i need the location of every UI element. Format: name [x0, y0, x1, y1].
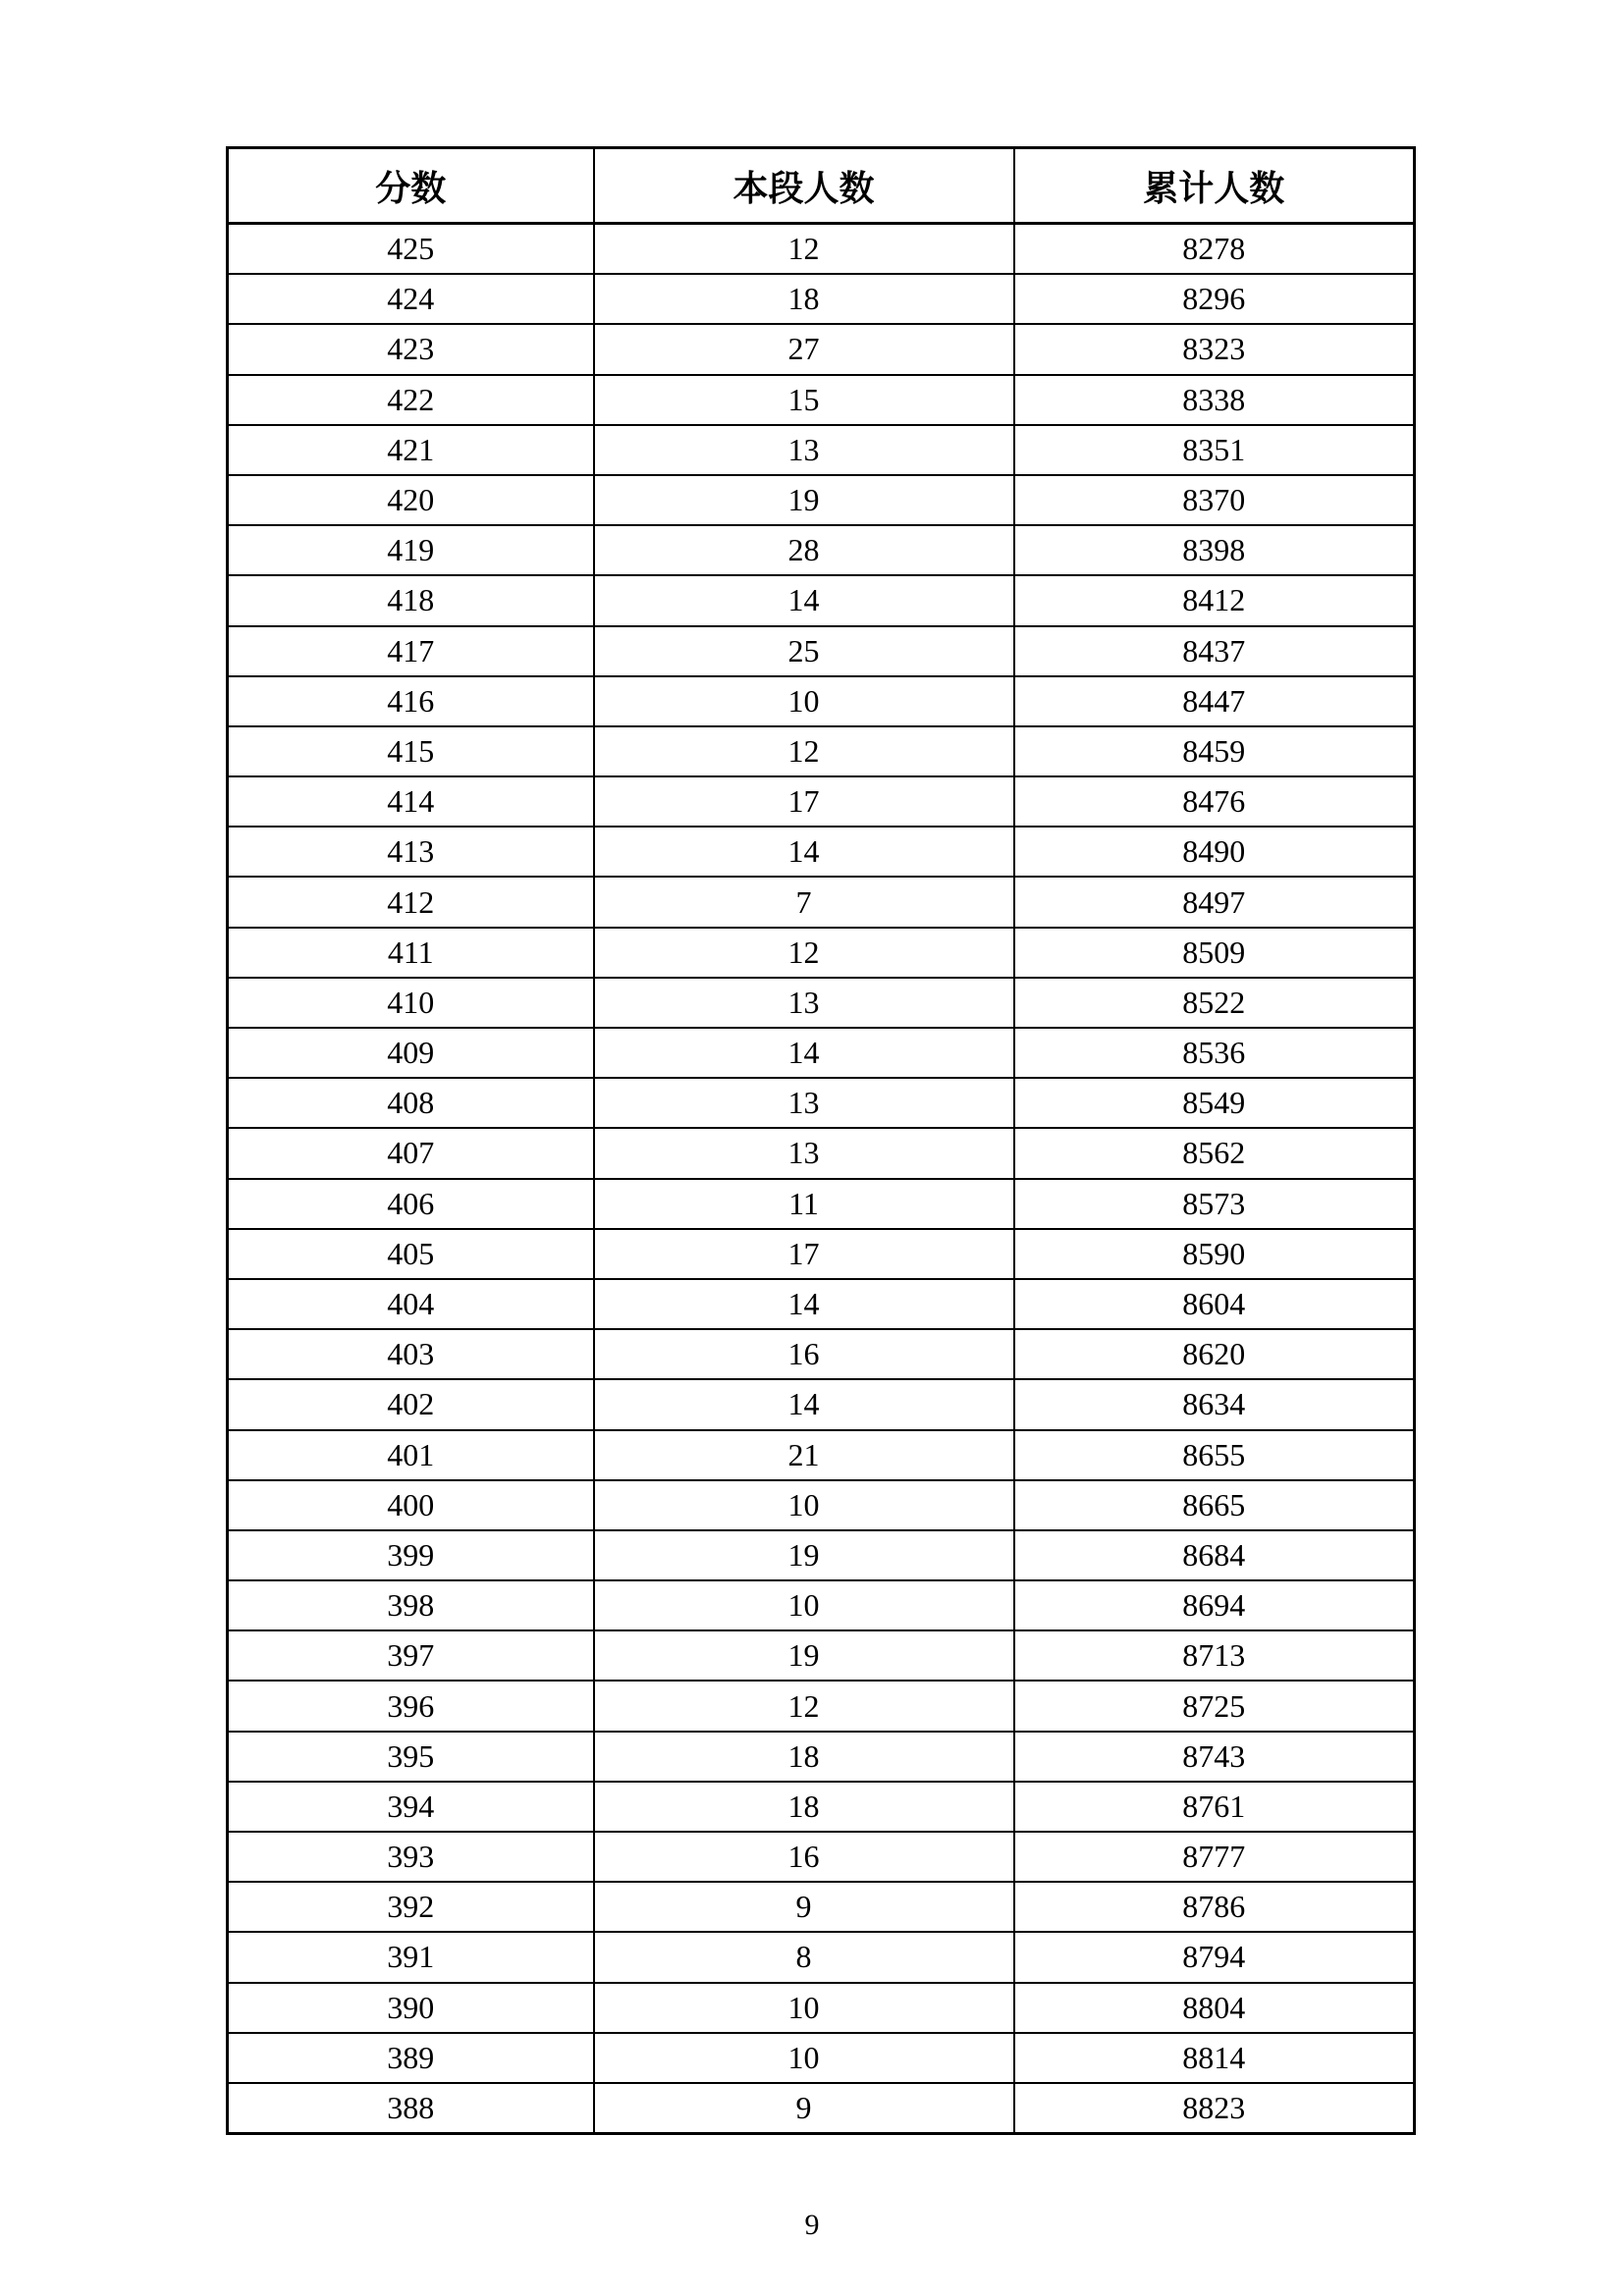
cell-cumulative-count: 8338 — [1014, 375, 1415, 425]
cell-score: 397 — [228, 1630, 594, 1681]
cell-segment-count: 10 — [594, 1983, 1014, 2033]
cell-score: 388 — [228, 2083, 594, 2134]
cell-cumulative-count: 8573 — [1014, 1179, 1415, 1229]
cell-cumulative-count: 8412 — [1014, 575, 1415, 625]
table-row — [228, 1530, 1415, 1580]
cell-segment-count: 27 — [594, 324, 1014, 374]
cell-cumulative-count: 8497 — [1014, 877, 1415, 927]
cell-score: 399 — [228, 1530, 594, 1580]
cell-cumulative-count: 8761 — [1014, 1782, 1415, 1832]
cell-cumulative-count: 8694 — [1014, 1580, 1415, 1630]
cell-score: 409 — [228, 1028, 594, 1078]
cell-cumulative-count: 8665 — [1014, 1480, 1415, 1530]
cell-score: 413 — [228, 827, 594, 877]
table-row — [228, 626, 1415, 676]
cell-segment-count: 14 — [594, 1279, 1014, 1329]
header-row — [228, 148, 1415, 224]
cell-segment-count: 9 — [594, 1882, 1014, 1932]
cell-score: 394 — [228, 1782, 594, 1832]
cell-score: 389 — [228, 2033, 594, 2083]
cell-score: 423 — [228, 324, 594, 374]
cell-segment-count: 14 — [594, 1379, 1014, 1429]
cell-segment-count: 25 — [594, 626, 1014, 676]
cell-segment-count: 7 — [594, 877, 1014, 927]
cell-cumulative-count: 8634 — [1014, 1379, 1415, 1429]
table-row — [228, 1279, 1415, 1329]
cell-score: 419 — [228, 525, 594, 575]
cell-segment-count: 8 — [594, 1932, 1014, 1982]
table-row — [228, 1983, 1415, 2033]
cell-score: 395 — [228, 1732, 594, 1782]
cell-segment-count: 16 — [594, 1329, 1014, 1379]
cell-segment-count: 19 — [594, 1530, 1014, 1580]
cell-cumulative-count: 8370 — [1014, 475, 1415, 525]
cell-cumulative-count: 8536 — [1014, 1028, 1415, 1078]
cell-score: 411 — [228, 928, 594, 978]
cell-cumulative-count: 8398 — [1014, 525, 1415, 575]
cell-score: 425 — [228, 224, 594, 275]
header-score: 分数 — [228, 148, 594, 224]
cell-score: 398 — [228, 1580, 594, 1630]
cell-segment-count: 17 — [594, 776, 1014, 827]
cell-segment-count: 12 — [594, 224, 1014, 275]
cell-score: 408 — [228, 1078, 594, 1128]
cell-cumulative-count: 8590 — [1014, 1229, 1415, 1279]
cell-cumulative-count: 8786 — [1014, 1882, 1415, 1932]
table-header — [228, 148, 1415, 224]
table-row — [228, 877, 1415, 927]
cell-segment-count: 14 — [594, 827, 1014, 877]
cell-segment-count: 12 — [594, 928, 1014, 978]
cell-segment-count: 15 — [594, 375, 1014, 425]
cell-cumulative-count: 8620 — [1014, 1329, 1415, 1379]
cell-segment-count: 21 — [594, 1430, 1014, 1480]
cell-score: 407 — [228, 1128, 594, 1178]
table-row — [228, 2083, 1415, 2134]
table-row — [228, 726, 1415, 776]
page-number: 9 — [804, 2209, 820, 2241]
table-row — [228, 274, 1415, 324]
table-row — [228, 1882, 1415, 1932]
cell-score: 410 — [228, 978, 594, 1028]
score-distribution-table — [226, 146, 1416, 2135]
cell-cumulative-count: 8323 — [1014, 324, 1415, 374]
table-row — [228, 224, 1415, 275]
cell-score: 421 — [228, 425, 594, 475]
cell-segment-count: 14 — [594, 1028, 1014, 1078]
header-segment-count: 本段人数 — [594, 148, 1014, 224]
cell-score: 403 — [228, 1329, 594, 1379]
table-row — [228, 776, 1415, 827]
cell-score: 393 — [228, 1832, 594, 1882]
cell-score: 416 — [228, 676, 594, 726]
cell-segment-count: 18 — [594, 274, 1014, 324]
cell-segment-count: 19 — [594, 1630, 1014, 1681]
table-row — [228, 2033, 1415, 2083]
cell-segment-count: 18 — [594, 1782, 1014, 1832]
cell-cumulative-count: 8522 — [1014, 978, 1415, 1028]
table-row — [228, 676, 1415, 726]
cell-score: 406 — [228, 1179, 594, 1229]
cell-segment-count: 17 — [594, 1229, 1014, 1279]
cell-cumulative-count: 8490 — [1014, 827, 1415, 877]
cell-segment-count: 10 — [594, 676, 1014, 726]
cell-segment-count: 12 — [594, 726, 1014, 776]
cell-cumulative-count: 8684 — [1014, 1530, 1415, 1580]
table-row — [228, 1681, 1415, 1731]
cell-cumulative-count: 8777 — [1014, 1832, 1415, 1882]
table-row — [228, 1480, 1415, 1530]
table-row — [228, 324, 1415, 374]
table-row — [228, 1078, 1415, 1128]
table-row — [228, 575, 1415, 625]
cell-cumulative-count: 8562 — [1014, 1128, 1415, 1178]
cell-segment-count: 14 — [594, 575, 1014, 625]
cell-cumulative-count: 8447 — [1014, 676, 1415, 726]
cell-segment-count: 10 — [594, 1480, 1014, 1530]
cell-cumulative-count: 8296 — [1014, 274, 1415, 324]
cell-score: 415 — [228, 726, 594, 776]
cell-segment-count: 10 — [594, 2033, 1014, 2083]
table-row — [228, 978, 1415, 1028]
header-cumulative-count: 累计人数 — [1014, 148, 1415, 224]
cell-cumulative-count: 8713 — [1014, 1630, 1415, 1681]
cell-score: 404 — [228, 1279, 594, 1329]
cell-cumulative-count: 8476 — [1014, 776, 1415, 827]
cell-cumulative-count: 8725 — [1014, 1681, 1415, 1731]
cell-score: 401 — [228, 1430, 594, 1480]
cell-cumulative-count: 8459 — [1014, 726, 1415, 776]
cell-segment-count: 13 — [594, 978, 1014, 1028]
cell-score: 391 — [228, 1932, 594, 1982]
cell-cumulative-count: 8804 — [1014, 1983, 1415, 2033]
table-row — [228, 1580, 1415, 1630]
cell-segment-count: 16 — [594, 1832, 1014, 1882]
cell-score: 405 — [228, 1229, 594, 1279]
cell-cumulative-count: 8509 — [1014, 928, 1415, 978]
table-row — [228, 475, 1415, 525]
table-row — [228, 1932, 1415, 1982]
table-row — [228, 1430, 1415, 1480]
table-row — [228, 1630, 1415, 1681]
cell-score: 424 — [228, 274, 594, 324]
cell-score: 418 — [228, 575, 594, 625]
cell-cumulative-count: 8604 — [1014, 1279, 1415, 1329]
cell-score: 400 — [228, 1480, 594, 1530]
table-row — [228, 1329, 1415, 1379]
cell-score: 392 — [228, 1882, 594, 1932]
cell-segment-count: 9 — [594, 2083, 1014, 2134]
cell-segment-count: 13 — [594, 1128, 1014, 1178]
table-row — [228, 928, 1415, 978]
table-row — [228, 1028, 1415, 1078]
cell-cumulative-count: 8794 — [1014, 1932, 1415, 1982]
cell-score: 412 — [228, 877, 594, 927]
cell-segment-count: 10 — [594, 1580, 1014, 1630]
table-row — [228, 1229, 1415, 1279]
cell-cumulative-count: 8351 — [1014, 425, 1415, 475]
cell-segment-count: 13 — [594, 425, 1014, 475]
cell-segment-count: 19 — [594, 475, 1014, 525]
table-row — [228, 1179, 1415, 1229]
table-row — [228, 1732, 1415, 1782]
cell-score: 417 — [228, 626, 594, 676]
cell-segment-count: 11 — [594, 1179, 1014, 1229]
cell-segment-count: 13 — [594, 1078, 1014, 1128]
cell-cumulative-count: 8814 — [1014, 2033, 1415, 2083]
cell-score: 402 — [228, 1379, 594, 1429]
table-row — [228, 425, 1415, 475]
cell-segment-count: 12 — [594, 1681, 1014, 1731]
cell-segment-count: 18 — [594, 1732, 1014, 1782]
cell-cumulative-count: 8549 — [1014, 1078, 1415, 1128]
cell-score: 422 — [228, 375, 594, 425]
table-row — [228, 827, 1415, 877]
cell-score: 396 — [228, 1681, 594, 1731]
table-row — [228, 1832, 1415, 1882]
cell-cumulative-count: 8278 — [1014, 224, 1415, 275]
cell-score: 390 — [228, 1983, 594, 2033]
table-body — [228, 224, 1415, 2134]
table-row — [228, 525, 1415, 575]
cell-cumulative-count: 8655 — [1014, 1430, 1415, 1480]
table-row — [228, 375, 1415, 425]
cell-cumulative-count: 8823 — [1014, 2083, 1415, 2134]
cell-cumulative-count: 8743 — [1014, 1732, 1415, 1782]
table-row — [228, 1379, 1415, 1429]
cell-segment-count: 28 — [594, 525, 1014, 575]
cell-score: 420 — [228, 475, 594, 525]
table-row — [228, 1128, 1415, 1178]
cell-score: 414 — [228, 776, 594, 827]
cell-cumulative-count: 8437 — [1014, 626, 1415, 676]
table-row — [228, 1782, 1415, 1832]
